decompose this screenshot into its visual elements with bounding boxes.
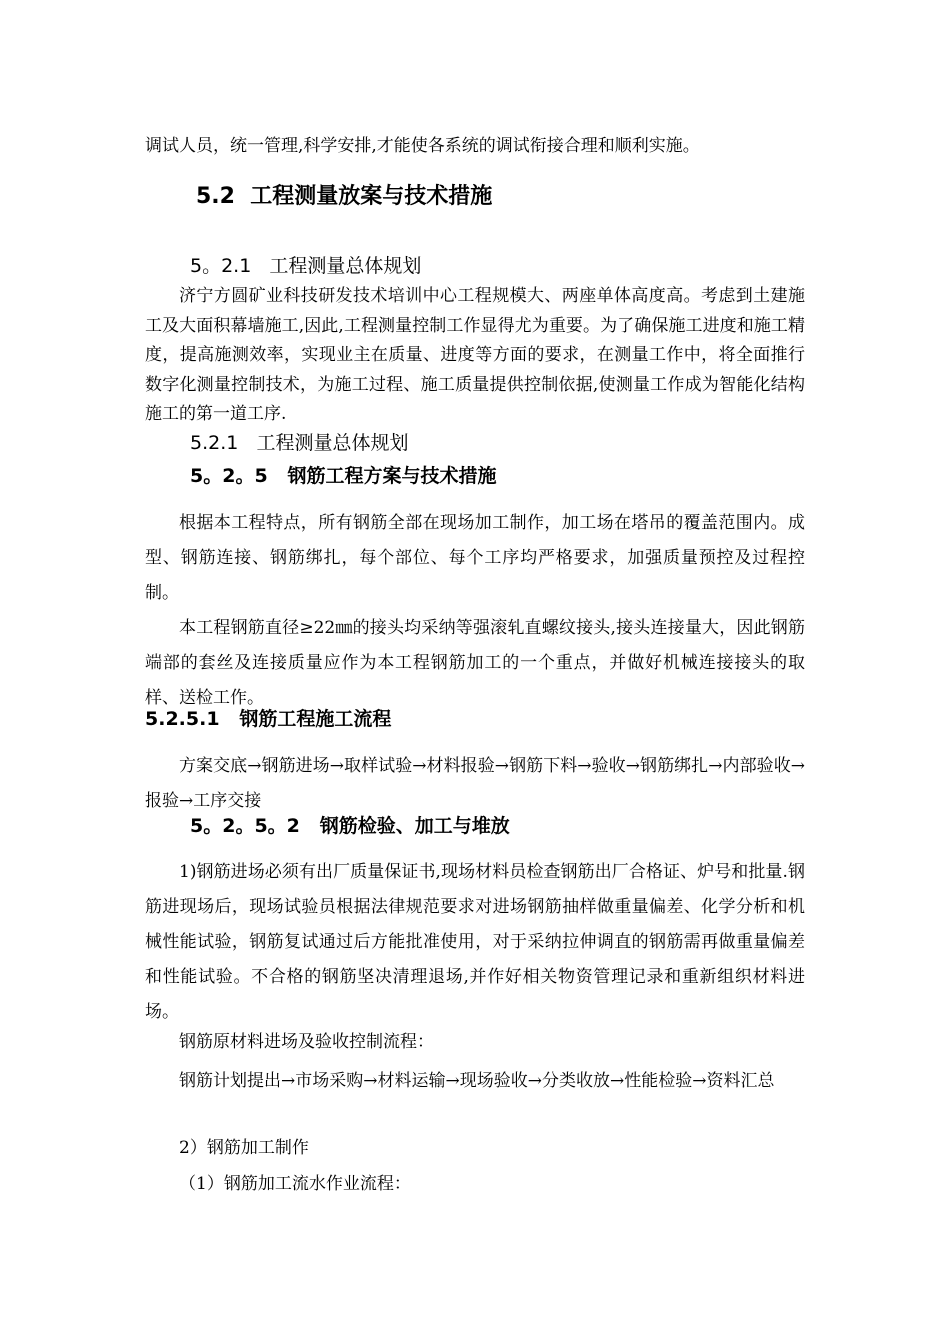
subsection-heading-5-2-5-1: 5.2.5.1 钢筋工程施工流程: [145, 708, 392, 730]
rebar-paragraph-1: 根据本工程特点，所有钢筋全部在现场加工制作，加工场在塔吊的覆盖范围内。成型、钢筋连接、钢筋绑扎，每个部位、每个工序均严格要求，加强质量预控及过程控制。: [145, 513, 805, 603]
processing-heading: 2）钢筋加工制作: [179, 1138, 309, 1158]
measurement-paragraph: 济宁方圆矿业科技研发技术培训中心工程规模大、两座单体高度高。考虑到土建施工及大面积幕墙施工,因此,工程测量控制工作显得尤为重要。为了确保施工进度和施工精度，提高施测效率，实现业主在质量、进度等方面的要求，在测量工作中，将全面推行数字化测量控制技术，为施工过程、施工质量提供控制依据,使测量工作成为智能化结构施工的第一道工序.: [145, 286, 805, 424]
section-heading-5-2: 5.2 工程测量放案与技术措施: [196, 184, 493, 209]
subsection-heading-5-2-1-repeat: 5.2.1 工程测量总体规划: [190, 432, 409, 454]
subsection-heading-5-2-5-2: 5。2。5。2 钢筋检验、加工与堆放: [190, 815, 510, 837]
intro-paragraph: 调试人员，统一管理,科学安排,才能使各系统的调试衔接合理和顺利实施。: [145, 136, 700, 156]
subsection-heading-5-2-1: 5。2.1 工程测量总体规划: [190, 255, 422, 277]
rebar-check-paragraph: 1)钢筋进场必须有出厂质量保证书,现场材料员检查钢筋出厂合格证、炉号和批量.钢筋进现场后，现场试验员根据法律规范要求对进场钢筋抽样做重量偏差、化学分析和机械性能试验，钢筋复试通过后方能批准使用，对于采纳拉伸调直的钢筋需再做重量偏差和性能试验。不合格的钢筋坚决清理退场,并作好相关物资管理记录和重新组织材料进场。: [145, 862, 805, 1022]
rebar-paragraph-2: 本工程钢筋直径≥22㎜的接头均采纳等强滚轧直螺纹接头,接头连接量大，因此钢筋端部的套丝及连接质量应作为本工程钢筋加工的一个重点，并做好机械连接接头的取样、送检工作。: [145, 618, 805, 708]
subsection-heading-5-2-5: 5。2。5 钢筋工程方案与技术措施: [190, 465, 497, 487]
acceptance-flow-paragraph: 钢筋计划提出→市场采购→材料运输→现场验收→分类收放→性能检验→资料汇总: [179, 1071, 775, 1091]
processing-flow-title: （1）钢筋加工流水作业流程：: [179, 1174, 411, 1194]
acceptance-title: 钢筋原材料进场及验收控制流程：: [179, 1032, 434, 1052]
rebar-flow-paragraph: 方案交底→钢筋进场→取样试验→材料报验→钢筋下料→验收→钢筋绑扎→内部验收→报验→工序交接: [145, 756, 805, 811]
